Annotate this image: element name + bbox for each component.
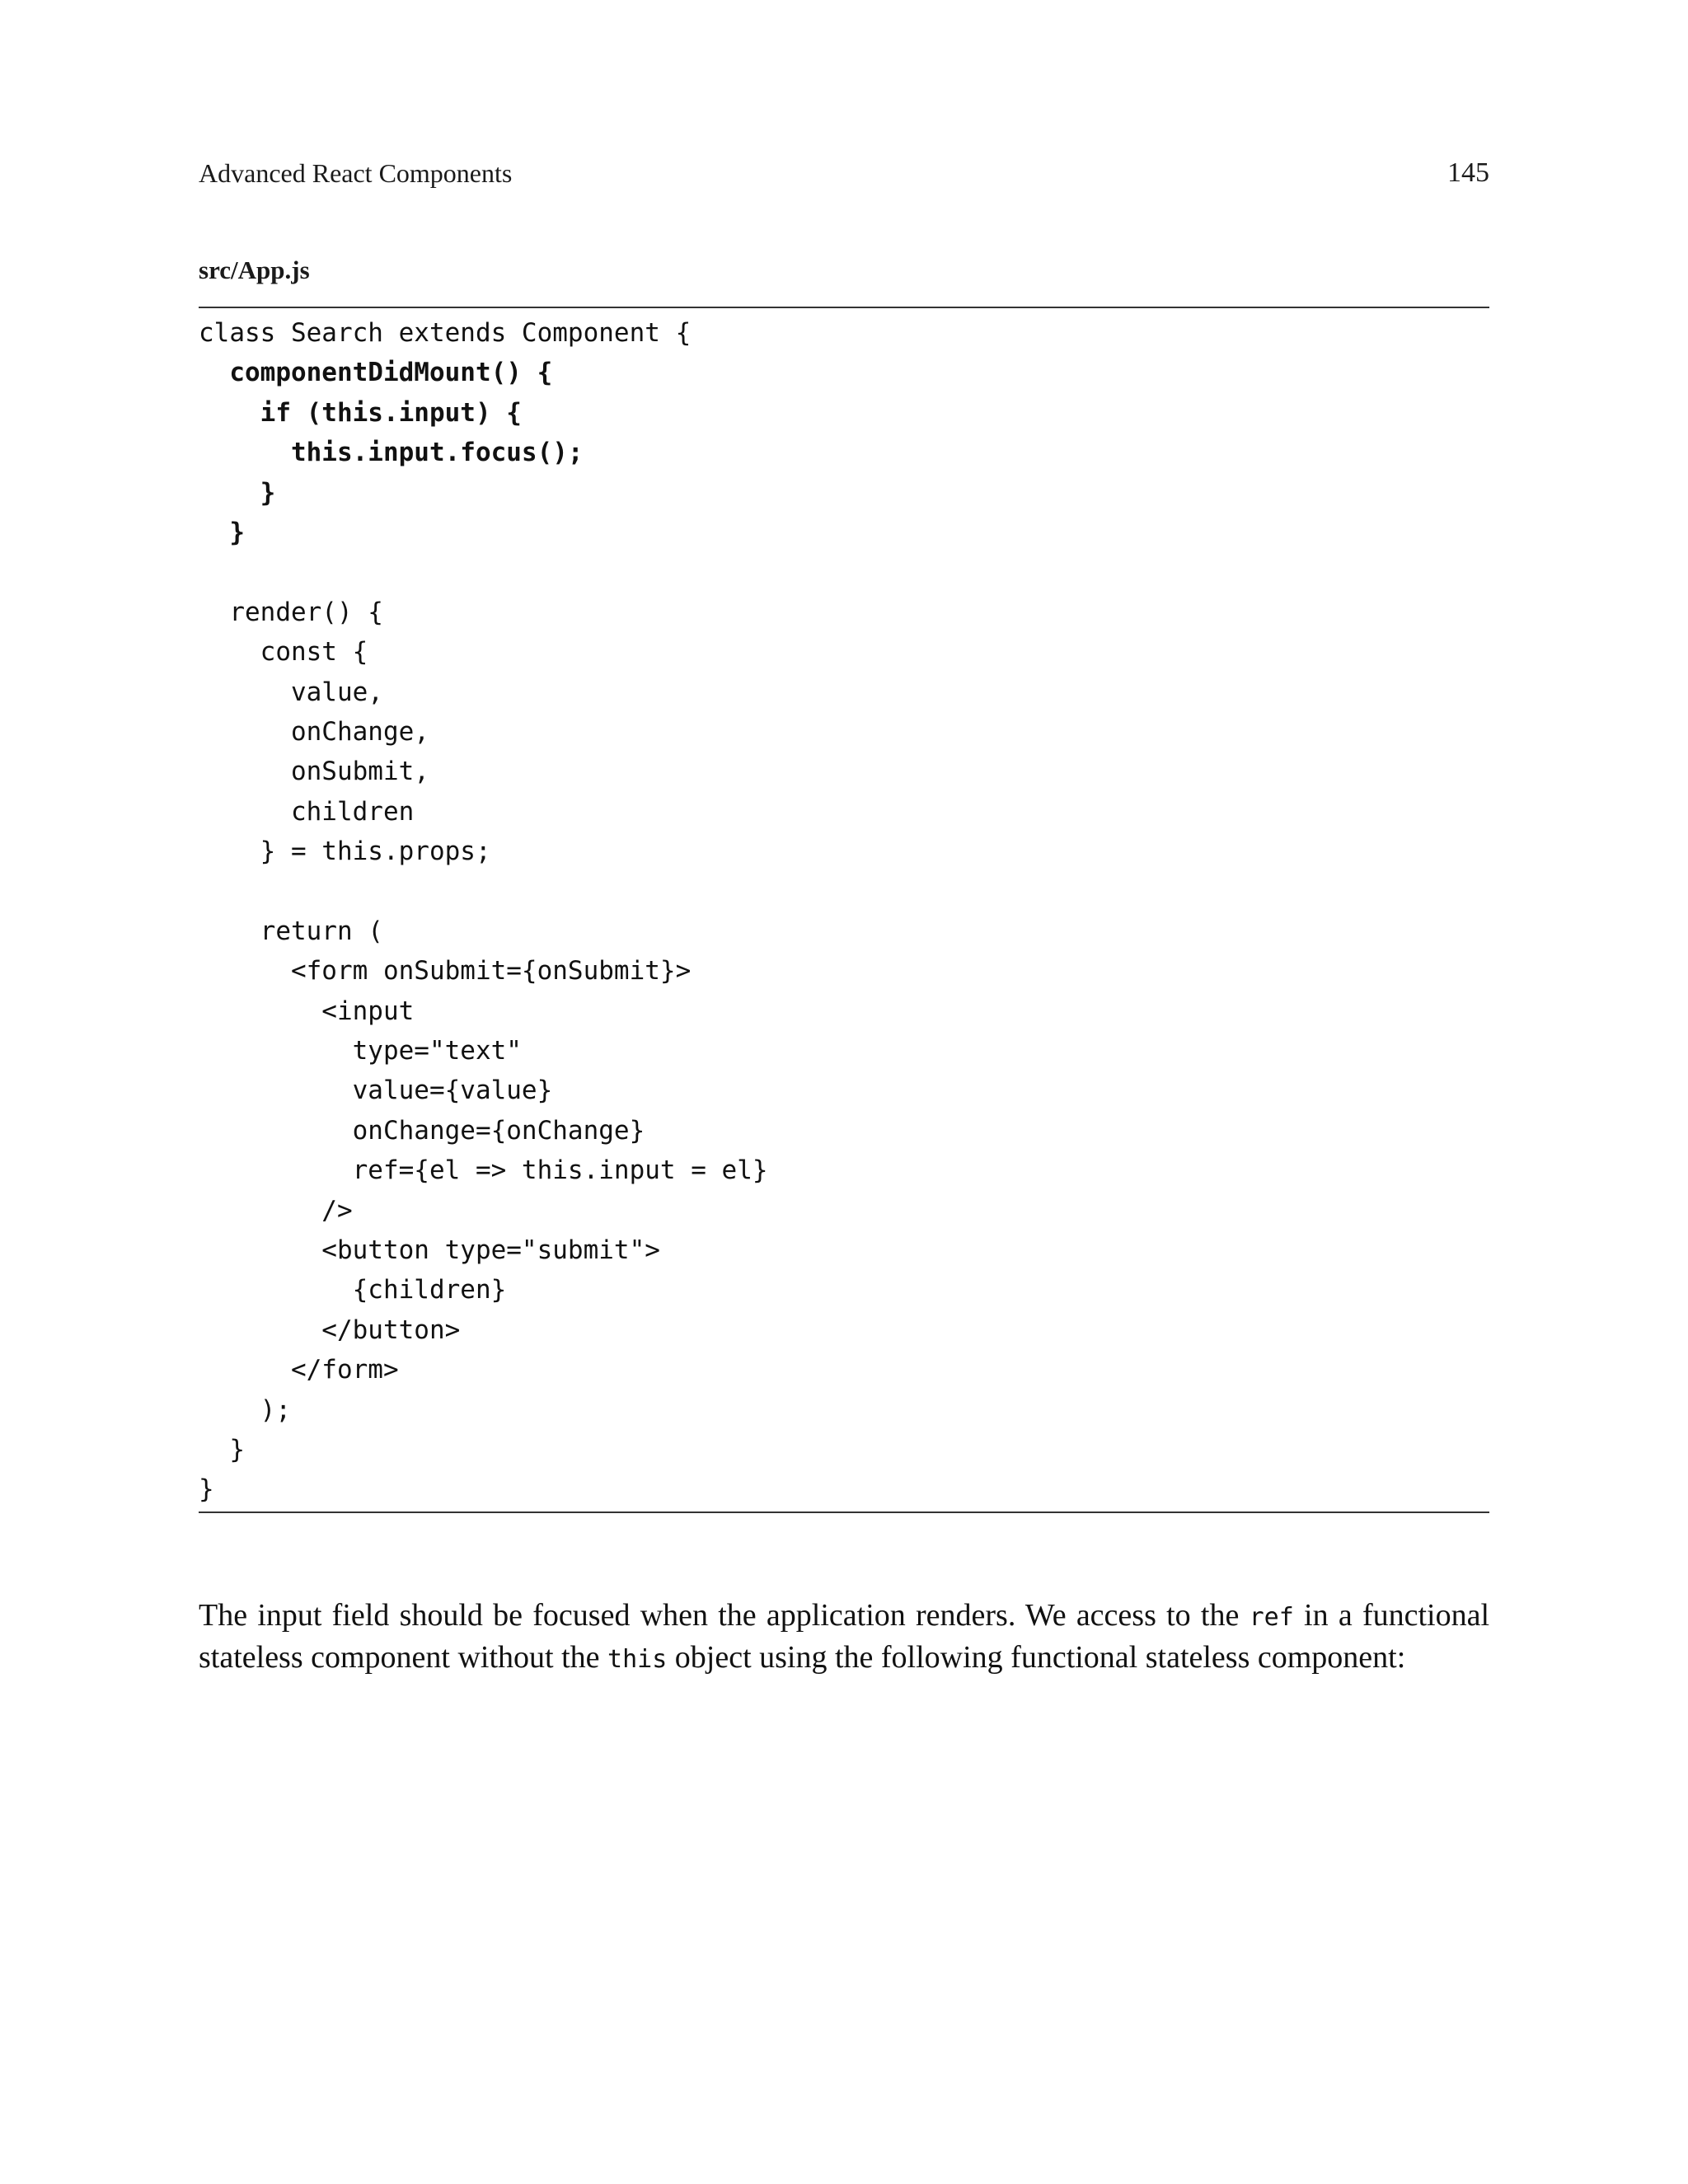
- code-line: </form>: [199, 1355, 399, 1385]
- paragraph-text: in a functional stateless component without the: [199, 1598, 1490, 1675]
- page-number: 145: [1447, 157, 1489, 188]
- code-line: value={value}: [199, 1076, 553, 1106]
- code-line: <input: [199, 996, 415, 1026]
- code-line: }: [199, 1434, 245, 1465]
- code-line: children: [199, 796, 415, 827]
- code-line: const {: [199, 637, 368, 668]
- code-line: this.input.focus();: [199, 438, 584, 468]
- code-line: <button type="submit">: [199, 1235, 660, 1265]
- running-header: [199, 157, 1489, 196]
- code-line: </button>: [199, 1315, 461, 1345]
- code-line: [199, 552, 768, 592]
- code-line: onChange,: [199, 716, 429, 747]
- code-line: } = this.props;: [199, 837, 491, 867]
- code-line: [199, 871, 768, 911]
- code-lines: [199, 313, 768, 1510]
- code-line: class Search extends Component {: [199, 318, 692, 348]
- inline-code-this: this: [607, 1645, 668, 1674]
- code-line: <form onSubmit={onSubmit}>: [199, 956, 692, 987]
- code-listing: [199, 307, 1489, 1513]
- body-paragraph: [199, 1596, 1489, 1680]
- code-line: if (this.input) {: [199, 397, 522, 428]
- code-line: }: [199, 1474, 214, 1505]
- code-line: return (: [199, 916, 383, 946]
- paragraph-text: object using the following functional stateless component:: [667, 1640, 1406, 1675]
- paragraph-text: The input field should be focused when the application renders. We access to the: [199, 1598, 1250, 1633]
- code-line: componentDidMount() {: [199, 358, 553, 388]
- inline-code-ref: ref: [1249, 1603, 1294, 1632]
- code-line: }: [199, 477, 276, 508]
- code-line: render() {: [199, 597, 383, 627]
- code-line: );: [199, 1394, 291, 1425]
- code-line: onSubmit,: [199, 757, 429, 787]
- code-line: type="text": [199, 1036, 522, 1066]
- code-line: value,: [199, 677, 383, 707]
- code-line: />: [199, 1195, 353, 1226]
- code-line: {children}: [199, 1275, 507, 1305]
- chapter-title: Advanced React Components: [199, 158, 513, 188]
- code-filename: src/App.js: [199, 255, 310, 284]
- code-line: }: [199, 517, 245, 547]
- code-line: ref={el => this.input = el}: [199, 1155, 768, 1186]
- code-line: onChange={onChange}: [199, 1115, 645, 1146]
